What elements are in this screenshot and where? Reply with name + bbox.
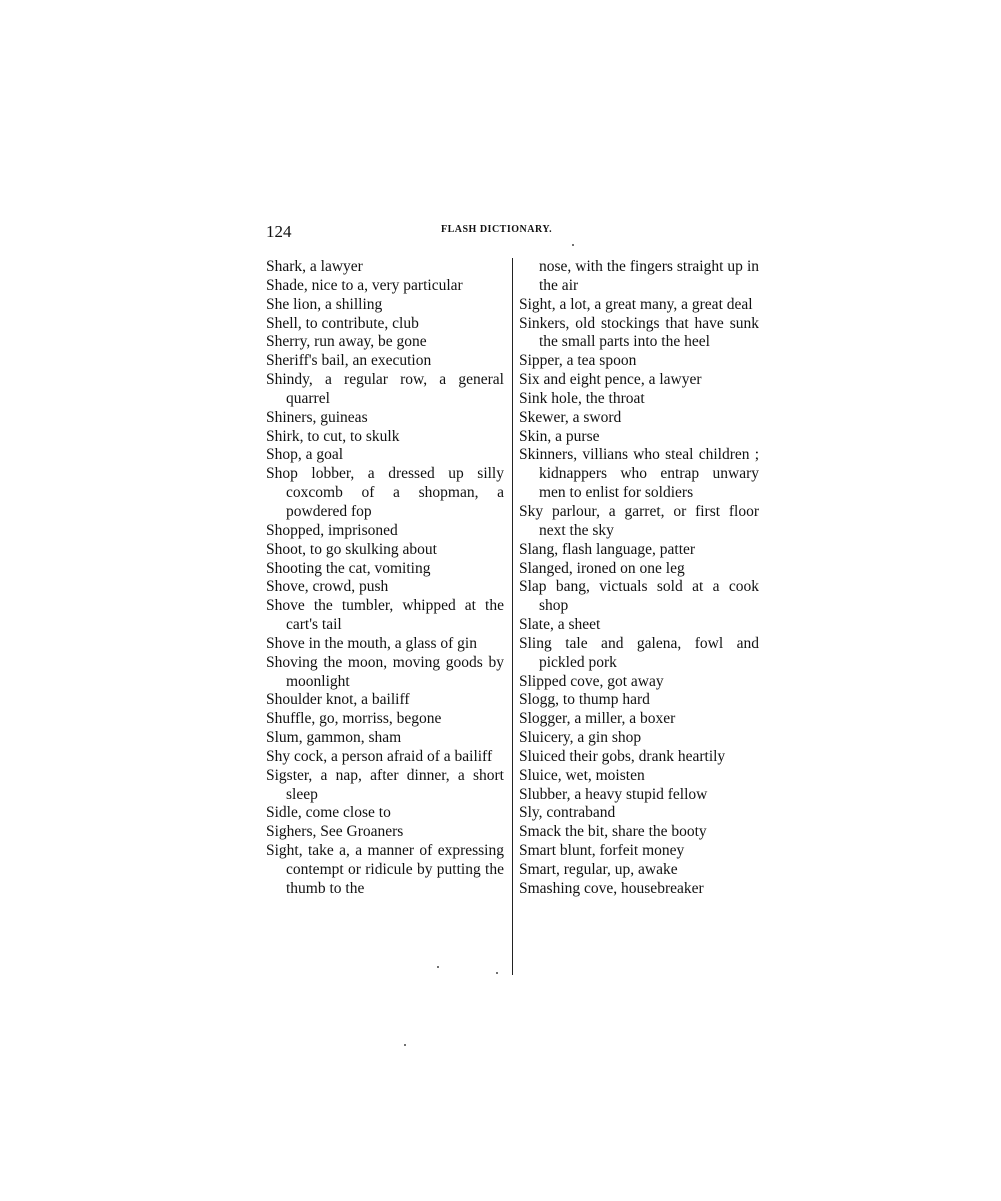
- dictionary-entry: Skewer, a sword: [519, 408, 622, 426]
- dictionary-entry: Slap bang, victuals sold at a cook shop: [519, 578, 759, 615]
- dictionary-entry: Sipper, a tea spoon: [519, 352, 637, 370]
- dictionary-entry: Shopped, imprisoned: [266, 521, 398, 539]
- print-speck: [404, 1044, 406, 1046]
- dictionary-entry: Shove in the mouth, a glass of gin: [266, 634, 477, 652]
- dictionary-entry: Smashing cove, housebreaker: [519, 879, 704, 897]
- dictionary-entry: Slogger, a miller, a boxer: [519, 710, 676, 728]
- dictionary-entry: Shy cock, a person afraid of a bailiff: [266, 747, 493, 765]
- dictionary-entry: Sluiced their gobs, drank heartily: [519, 747, 726, 765]
- column-divider: [512, 258, 513, 975]
- dictionary-entry: Shoulder knot, a bailiff: [266, 691, 410, 709]
- print-speck: [496, 972, 498, 974]
- dictionary-entry: Slubber, a heavy stupid fellow: [519, 785, 708, 803]
- dictionary-entry: Smart, regular, up, awake: [519, 861, 678, 878]
- dictionary-entry: Shark, a lawyer: [266, 258, 363, 275]
- dictionary-entry: Slanged, ironed on one leg: [519, 559, 685, 577]
- dictionary-entry: Shuffle, go, morriss, begone: [266, 710, 442, 728]
- dictionary-entry: Sling tale and galena, fowl and pickled pork: [519, 634, 759, 671]
- dictionary-entry: Smack the bit, share the booty: [519, 823, 707, 841]
- dictionary-entry: Shirk, to cut, to skulk: [266, 427, 400, 445]
- dictionary-entry: Shop lobber, a dressed up silly coxcomb of a shopman, a powdered fop: [266, 465, 504, 520]
- dictionary-entry: Sinkers, old stockings that have sunk the small parts into the heel: [519, 314, 759, 351]
- right-column: [519, 258, 759, 899]
- dictionary-entry: She lion, a shilling: [266, 295, 383, 313]
- dictionary-entry: Shindy, a regular row, a general quarrel: [266, 371, 504, 407]
- dictionary-entry: Sherry, run away, be gone: [266, 333, 427, 351]
- dictionary-entry: Shooting the cat, vomiting: [266, 559, 431, 577]
- dictionary-entry: Shade, nice to a, very particular: [266, 276, 463, 294]
- dictionary-entry: Shove, crowd, push: [266, 578, 389, 596]
- left-column: [266, 258, 504, 899]
- continued-entry: nose, with the fingers straight up in the air: [539, 258, 759, 294]
- dictionary-entry: Shell, to contribute, club: [266, 314, 419, 332]
- dictionary-entry: Shoot, to go skulking about: [266, 540, 437, 558]
- dictionary-entry: Shove the tumbler, whipped at the cart's tail: [266, 597, 504, 634]
- page-number: 124: [266, 222, 292, 241]
- dictionary-entry: Sidle, come close to: [266, 804, 391, 822]
- dictionary-entry: Sheriff's bail, an execution: [266, 352, 432, 370]
- dictionary-entry: Sluice, wet, moisten: [519, 766, 645, 784]
- dictionary-entry: Sly, contraband: [519, 804, 616, 822]
- print-speck: [572, 244, 574, 246]
- dictionary-entry: Slum, gammon, sham: [266, 729, 402, 747]
- dictionary-entry: Skin, a purse: [519, 427, 600, 445]
- dictionary-entry: Skinners, villians who steal children ; kidnappers who entrap unwary men to enlist for soldiers: [519, 446, 759, 502]
- dictionary-entry: Sight, a lot, a great many, a great deal: [519, 295, 753, 313]
- dictionary-entry: Shoving the moon, moving goods by moonlight: [266, 653, 504, 690]
- dictionary-entry: Sluicery, a gin shop: [519, 729, 642, 747]
- dictionary-entry: Sink hole, the throat: [519, 389, 645, 407]
- dictionary-entry: Shiners, guineas: [266, 408, 368, 426]
- dictionary-entry: Sighers, See Groaners: [266, 823, 404, 841]
- dictionary-entry: Smart blunt, forfeit money: [519, 842, 685, 860]
- dictionary-entry: Slipped cove, got away: [519, 672, 664, 690]
- dictionary-entry: Sight, take a, a manner of expressing contempt or ridicule by putting the thumb to the: [266, 842, 504, 897]
- print-speck: [437, 966, 439, 968]
- dictionary-entry: Slang, flash language, patter: [519, 540, 696, 558]
- running-title: FLASH DICTIONARY.: [441, 224, 553, 235]
- page-header: [266, 222, 760, 242]
- dictionary-entry: Six and eight pence, a lawyer: [519, 371, 702, 389]
- dictionary-entry: Slogg, to thump hard: [519, 691, 650, 709]
- dictionary-entry: Sky parlour, a garret, or first floor next the sky: [519, 502, 759, 539]
- dictionary-entry: Shop, a goal: [266, 446, 344, 464]
- dictionary-entry: Slate, a sheet: [519, 616, 601, 634]
- dictionary-entry: Sigster, a nap, after dinner, a short sleep: [266, 766, 504, 803]
